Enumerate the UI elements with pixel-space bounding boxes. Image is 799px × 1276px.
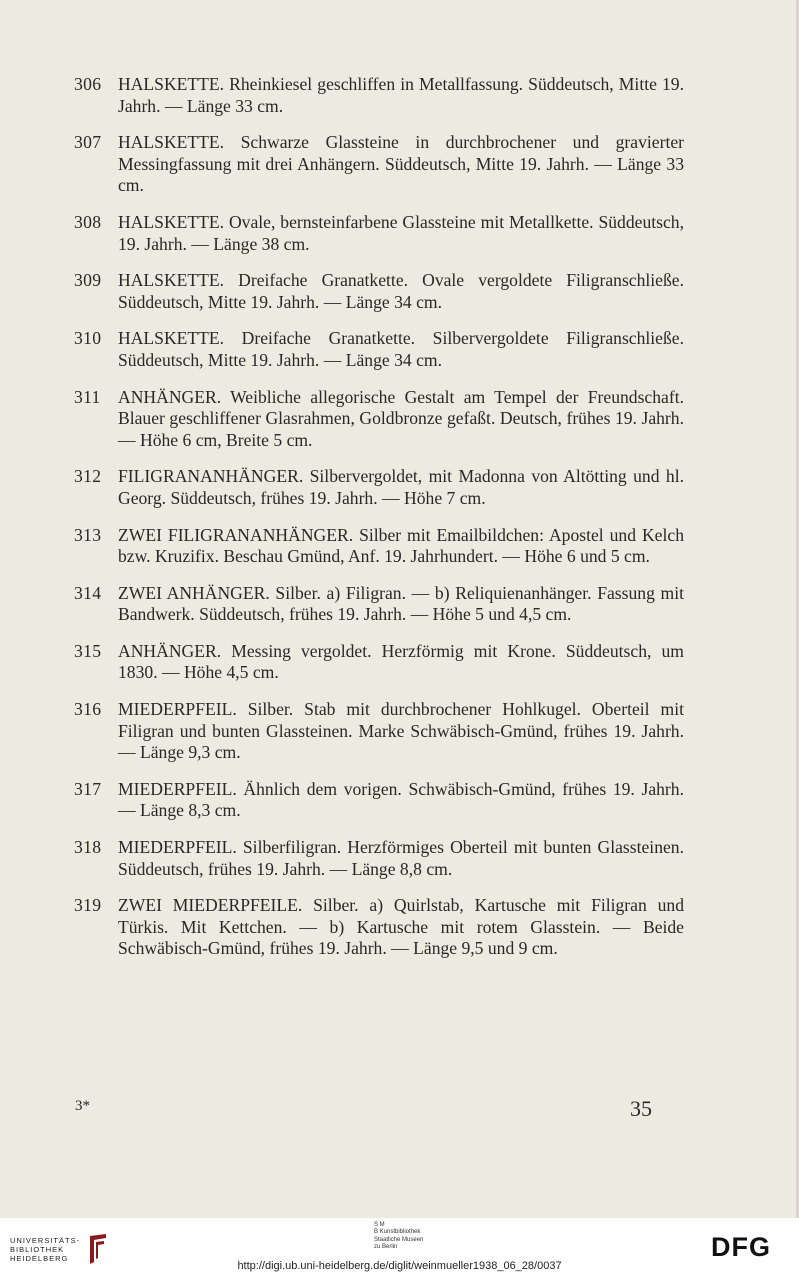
catalog-entry <box>74 328 684 371</box>
entry-number: 318 <box>74 837 102 858</box>
entry-number: 317 <box>74 778 102 799</box>
catalog-entry <box>74 387 684 452</box>
entry-number: 311 <box>74 386 101 407</box>
entry-number: 312 <box>74 466 102 487</box>
catalog-entry <box>74 699 684 764</box>
entry-number: 308 <box>74 211 102 232</box>
entry-description: ANHÄNGER. Messing vergoldet. Herzförmig mit Krone. Süddeutsch, um 1830. — Höhe 4,5 cm. <box>118 640 684 683</box>
entry-number: 316 <box>74 699 102 720</box>
entry-description: ZWEI FILIGRANANHÄNGER. Silber mit Emailbildchen: Apostel und Kelch bzw. Kruzifix. Beschau Gmünd, Anf. 19. Jahrhundert. — Höhe 6 und 5 cm. <box>118 524 684 567</box>
entry-description: MIEDERPFEIL. Ähnlich dem vorigen. Schwäbisch-Gmünd, frühes 19. Jahrh. — Länge 8,3 cm. <box>118 778 684 821</box>
catalog-entry <box>74 466 684 509</box>
catalog-entry <box>74 837 684 880</box>
catalog-entry <box>74 895 684 960</box>
university-line: HEIDELBERG <box>10 1253 69 1263</box>
dfg-logo[interactable]: DFG <box>711 1232 771 1262</box>
museum-stamp <box>374 1222 423 1252</box>
entry-description: HALSKETTE. Rheinkiesel geschliffen in Metallfassung. Süddeutsch, Mitte 19. Jahrh. — Länge 33 cm. <box>118 74 684 116</box>
entry-number: 319 <box>74 895 102 916</box>
university-name <box>10 1236 80 1263</box>
stamp-line: zu Berlin <box>374 1244 398 1251</box>
catalog-entry <box>74 641 684 684</box>
catalog-entry <box>74 132 684 197</box>
entry-number: 315 <box>74 640 102 661</box>
catalog-entry <box>74 525 684 568</box>
entry-description: HALSKETTE. Dreifache Granatkette. Ovale vergoldete Filigranschließe. Süddeutsch, Mitte 19. Jahrh. — Länge 34 cm. <box>118 270 684 312</box>
entry-description: ZWEI ANHÄNGER. Silber. a) Filigran. — b) Reliquienanhänger. Fassung mit Bandwerk. Süddeutsch, frühes 19. Jahrh. — Höhe 5 und 4,5 cm. <box>118 582 684 625</box>
source-url-link[interactable]: http://digi.ub.uni-heidelberg.de/diglit/weinmueller1938_06_28/0037 <box>237 1260 562 1272</box>
signature-mark: 3* <box>75 1098 90 1114</box>
entry-number: 309 <box>74 270 102 291</box>
catalog-entry <box>74 270 684 313</box>
page-number: 35 <box>630 1096 652 1121</box>
entry-description: HALSKETTE. Schwarze Glassteine in durchbrochener und gravierter Messingfassung mit drei Anhängern. Süddeutsch, Mitte 19. Jahrh. — Länge 33 cm. <box>118 132 684 196</box>
entry-number: 310 <box>74 328 102 349</box>
entry-number: 307 <box>74 132 102 153</box>
stamp-line: Staatliche Museen <box>374 1236 424 1243</box>
university-line: BIBLIOTHEK <box>10 1244 65 1254</box>
entry-description: MIEDERPFEIL. Silber. Stab mit durchbrochener Hohlkugel. Oberteil mit Filigran und bunten Glassteinen. Marke Schwäbisch-Gmünd, frühes 19. Jahrh. — Länge 9,3 cm. <box>118 699 684 763</box>
catalog-entry <box>74 583 684 626</box>
entry-number: 313 <box>74 524 102 545</box>
stamp-line: B Kunstbibliothek <box>374 1229 421 1236</box>
catalog-entry <box>74 212 684 255</box>
catalog-entry <box>74 779 684 822</box>
entry-number: 314 <box>74 582 102 603</box>
catalog-entry <box>74 74 684 117</box>
entry-description: ZWEI MIEDERPFEILE. Silber. a) Quirlstab, Kartusche mit Filigran und Türkis. Mit Kettchen. — b) Kartusche mit rotem Glasstein. — Beide Schwäbisch-Gmünd, frühes 19. Jahrh. — Länge 9,5 und 9 cm. <box>118 895 684 959</box>
entry-description: ANHÄNGER. Weibliche allegorische Gestalt am Tempel der Freundschaft. Blauer geschliffener Glasrahmen, Goldbronze gefaßt. Deutsch, frühes 19. Jahrh. — Höhe 6 cm, Breite 5 cm. <box>118 386 684 450</box>
university-line: UNIVERSITÄTS- <box>10 1235 81 1245</box>
entry-description: HALSKETTE. Dreifache Granatkette. Silbervergoldete Filigranschließe. Süddeutsch, Mitte 19. Jahrh. — Länge 34 cm. <box>118 328 684 370</box>
entry-description: FILIGRANANHÄNGER. Silbervergoldet, mit Madonna von Altötting und hl. Georg. Süddeutsch, frühes 19. Jahrh. — Höhe 7 cm. <box>118 466 684 508</box>
entry-description: MIEDERPFEIL. Silberfiligran. Herzförmiges Oberteil mit bunten Glassteinen. Süddeutsch, frühes 19. Jahrh. — Länge 8,8 cm. <box>118 837 684 879</box>
entry-number: 306 <box>74 74 102 94</box>
stamp-line: S M <box>374 1222 385 1228</box>
entry-description: HALSKETTE. Ovale, bernsteinfarbene Glassteine mit Metallkette. Süddeutsch, 19. Jahrh. — Länge 38 cm. <box>118 211 684 254</box>
catalog-entries <box>74 74 684 975</box>
